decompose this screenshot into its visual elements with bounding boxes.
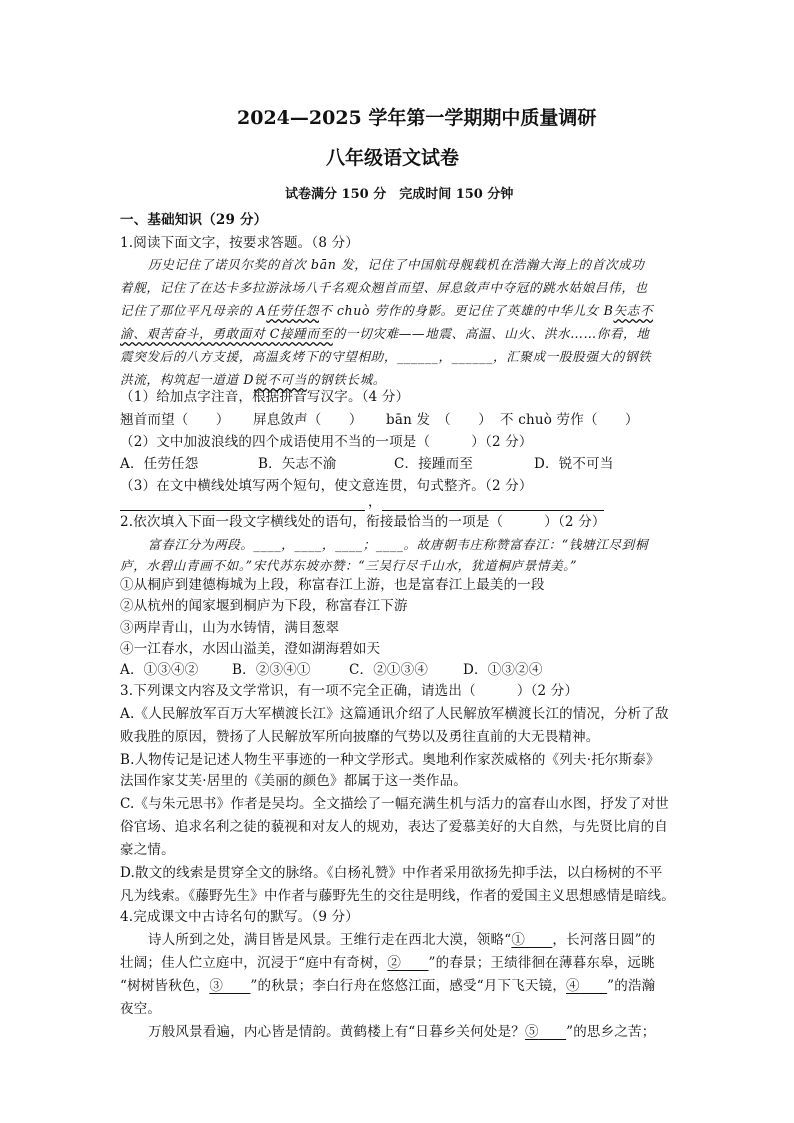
q3-line-3: B.人物传记是记述人物生平事迹的一种文学形式。奥地利作家茨威格的《列夫·托尔斯泰》 (120, 752, 660, 768)
pinyin-item-4[interactable]: 不 chuò 劳作（ ） (500, 412, 639, 428)
idiom-b: 矢志不 (613, 303, 654, 318)
q4-line-5 (148, 1026, 655, 1040)
q4-line-2 (120, 957, 655, 971)
poem-text: ”的浩瀚 (607, 978, 656, 994)
q2-item-2: ②从杭州的闻家堰到桐庐为下段，称富春江下游 (120, 598, 408, 614)
q1-passage-line-2: 着舰，记住了在达卡多拉游泳场八千名观众翘首而望、屏息敛声中夺冠的跳水姑娘吕伟，也 (120, 280, 648, 295)
q1-passage-line-3 (120, 305, 653, 318)
passage-text: 洪流，构筑起一道道 D (120, 372, 255, 387)
q3-line-5: C.《与朱元思书》作者是吴均。全文描绘了一幅充满生机与活力的富春山水图，抒发了对世 (120, 796, 669, 812)
q3-prompt: 3.下列课文内容及文学常识，有一项不完全正确，请选出（ ）（2 分） (120, 683, 579, 699)
q2-passage-line-1: 富春江分为两段。____，____，____；____。故唐朝韦庄称赞富春江：“钱塘江尽到桐 (148, 537, 649, 552)
poem-text: “树树皆秋色， (120, 978, 210, 994)
q1-passage-line-1: 历史记住了诺贝尔奖的首次 bān 发，记住了中国航母舰载机在浩瀚大海上的首次成功 (148, 257, 645, 272)
q1-passage-line-6 (120, 374, 386, 387)
blank-5[interactable]: ⑤ (525, 1024, 539, 1040)
blank-1[interactable]: ① (511, 932, 526, 948)
q1-prompt: 1.阅读下面文字，按要求答题。（8 分） (120, 235, 360, 251)
q1-passage-line-4 (120, 328, 649, 341)
q1-sub2: （2）文中加波浪线的四个成语使用不当的一项是（ ）（2 分） (120, 434, 533, 450)
q3-line-6: 俗官场、追求名利之徒的藐视和对友人的规劝，表达了爱慕美好的大自然，与先贤比肩的自 (120, 819, 668, 835)
q3-line-1: A.《人民解放军百万大军横渡长江》这篇通讯介绍了人民解放军横渡长江的情况，分析了敌 (120, 706, 669, 722)
pinyin-item-2[interactable]: 屏息敛声（ ） (253, 412, 363, 428)
exam-title: 2024—2025 学年第一学期期中质量调研 (237, 107, 597, 129)
poem-text: ”的秋景；李白行舟在悠悠江面，感受“月下飞天镜， (250, 978, 567, 994)
q2-prompt: 2.依次填入下面一段文字横线处的语句，衔接最恰当的一项是（ ）（2 分） (120, 514, 606, 530)
exam-subtitle: 八年级语文试卷 (326, 147, 460, 169)
q3-line-2: 败我胜的原因，赞扬了人民解放军所向披靡的气势以及勇往直前的大无畏精神。 (120, 729, 600, 745)
q4-line-4: 夜空。 (120, 1001, 162, 1017)
q4-prompt: 4.完成课文中古诗名句的默写。（9 分） (120, 909, 360, 925)
poem-text: ”的春景；王绩徘徊在薄暮东皋，远眺 (428, 955, 655, 971)
answer-line-1[interactable] (120, 510, 365, 511)
idiom-c: 接踵而至 (279, 326, 333, 341)
q3-line-9: 凡为线索。《藤野先生》中作者与藤野先生的交往是明线，作者的爱国主义思想感情是暗线。 (120, 888, 675, 904)
q1-option-b[interactable]: B．矢志不渝 (258, 456, 337, 472)
blank-4[interactable]: ④ (566, 978, 580, 994)
passage-text: 的钢铁长城。 (306, 372, 386, 387)
q2-item-4: ④一江春水，水因山溢美，澄如湖海碧如天 (120, 641, 381, 657)
passage-text: 的一切灾难——地震、高温、山火、洪水……你看，地 (332, 326, 650, 341)
blank-5-space[interactable] (539, 1024, 566, 1040)
q1-sub3: （3）在文中横线处填写两个短句，使文意连贯，句式整齐。（2 分） (120, 478, 533, 494)
idiom-d: 锐不可当 (254, 372, 307, 387)
q3-line-7: 豪之情。 (120, 842, 175, 858)
q2-item-1: ①从桐庐到建德梅城为上段，称富春江上游，也是富春江上最美的一段 (120, 577, 545, 593)
q2-passage-line-2: 庐，水碧山青画不如。”宋代苏东坡亦赞：“三吴行尽千山水，犹道桐庐景情美。” (120, 558, 578, 573)
poem-text: 万般风景看遍，内心皆是情韵。黄鹤楼上有“日暮乡关何处是？ (148, 1024, 526, 1040)
passage-text: 渝、艰苦奋斗，勇敢面对 C (120, 326, 280, 341)
answer-line-2[interactable] (382, 510, 604, 511)
q2-option-c[interactable]: C．②①③④ (349, 662, 429, 678)
pinyin-item-3[interactable]: bān 发 （ ） (386, 412, 492, 428)
passage-text: 不 chuò 劳作的身影。更记住了英雄的中华儿女 B (319, 303, 614, 318)
q1-sub1: （1）给加点字注音，根据拼音写汉字。（4 分） (120, 389, 410, 405)
q1-option-d[interactable]: D．锐不可当 (534, 456, 614, 472)
poem-text: ”的思乡之苦； (566, 1024, 656, 1040)
blank-1-space[interactable] (525, 932, 552, 948)
answer-comma: ， (368, 494, 382, 510)
q1-option-a[interactable]: A．任劳任怨 (120, 456, 199, 472)
section-heading: 一、基础知识（29 分） (120, 212, 268, 228)
blank-2-space[interactable] (401, 955, 428, 971)
q2-option-b[interactable]: B．②③④① (232, 662, 311, 678)
q1-option-c[interactable]: C．接踵而至 (394, 456, 474, 472)
blank-2[interactable]: ② (387, 955, 402, 971)
poem-text: ，长河落日圆”的 (552, 932, 656, 948)
idiom-a: 任劳任怨 (266, 303, 320, 318)
poem-text: 诗人所到之处，满目皆是风景。王维行走在西北大漠，领略“ (148, 932, 512, 948)
q4-line-1 (148, 934, 655, 948)
q2-option-a[interactable]: A．①③④② (120, 662, 199, 678)
blank-4-space[interactable] (580, 978, 607, 994)
pinyin-item-1[interactable]: 翘首而望（ ） (120, 412, 230, 428)
blank-3-space[interactable] (223, 978, 250, 994)
q2-item-3: ③两岸青山，山为水铸情，满目葱翠 (120, 620, 340, 636)
q3-line-8: D.散文的线索是贯穿全文的脉络。《白杨礼赞》中作者采用欲扬先抑手法，以白杨树的不平 (120, 865, 663, 881)
blank-3[interactable]: ③ (209, 978, 224, 994)
q4-line-3 (120, 980, 655, 994)
q1-passage-line-5: 震突发后的八方支援，高温炙烤下的守望相助，______，______，汇聚成一股股强大的钢铁 (120, 349, 652, 364)
q2-option-d[interactable]: D．①③②④ (463, 662, 543, 678)
q3-line-4: 法国作家艾芙·居里的《美丽的颜色》都属于这一类作品。 (120, 773, 467, 789)
poem-text: 壮阔；佳人伫立庭中，沉浸于“庭中有奇树， (120, 955, 388, 971)
passage-text: 记住了那位平凡母亲的 A (120, 303, 267, 318)
exam-info: 试卷满分 150 分 完成时间 150 分钟 (285, 187, 514, 202)
